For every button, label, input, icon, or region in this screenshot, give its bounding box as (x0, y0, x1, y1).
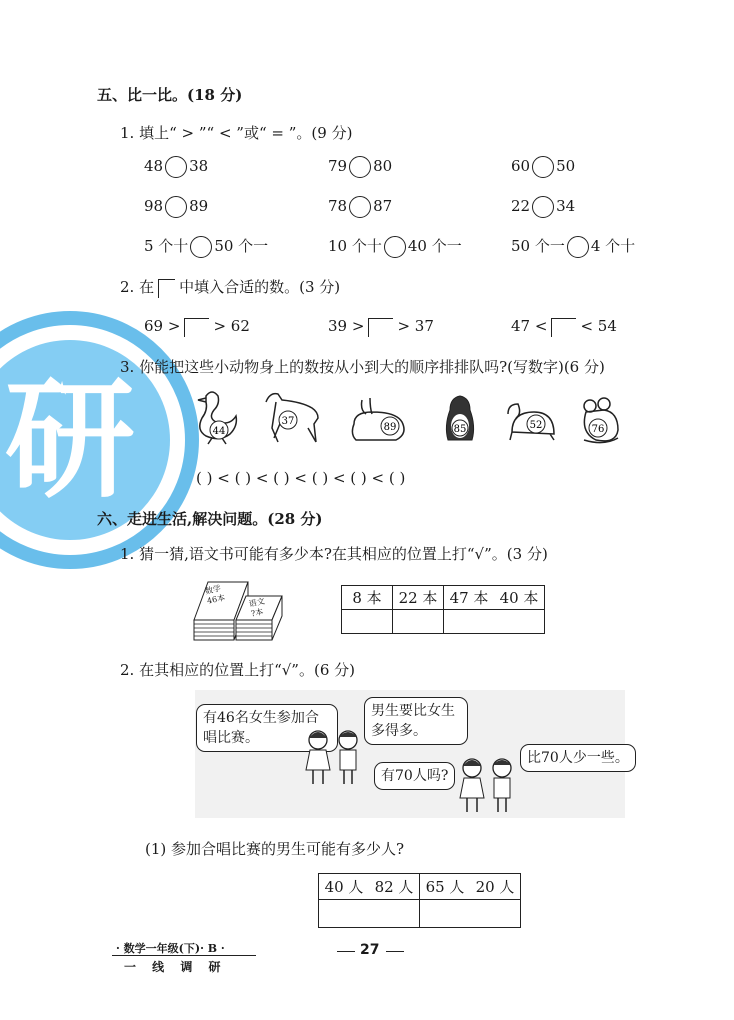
compare-item: 79 80 (328, 156, 392, 178)
answer-circle[interactable] (349, 196, 371, 218)
answer-circle[interactable] (165, 196, 187, 218)
watermark-stamp (0, 310, 200, 570)
rabbit-icon (348, 394, 412, 446)
fill-item: 47 < < 54 (511, 317, 617, 335)
speech-bubble: 有70人吗? (374, 762, 455, 790)
section6-title: 六、走进生活,解决问题。(28 分) (97, 510, 323, 528)
page-dash-right (386, 951, 404, 952)
answer-bracket[interactable] (368, 318, 393, 337)
footer-series: 一 线 调 研 (124, 960, 227, 974)
fill-item: 69 > > 62 (144, 317, 250, 335)
option-cell: 82 人 (369, 874, 420, 900)
answer-cell[interactable] (444, 610, 495, 634)
q3-prompt: 3. 你能把这些小动物身上的数按从小到大的顺序排排队吗?(写数字)(6 分) (120, 358, 605, 376)
speech-bubble: 男生要比女生多得多。 (364, 697, 468, 745)
answer-circle[interactable] (384, 236, 406, 258)
answer-circle[interactable] (349, 156, 371, 178)
book-chinese-label: 语文 ?本 (248, 596, 266, 619)
footer-book: · 数学一年级(下)· B · (116, 942, 225, 955)
q2-prompt: 2. 在 中填入合适的数。(3 分) (120, 278, 341, 296)
answer-cell[interactable] (420, 900, 521, 928)
book-math-label: 数学 46本 (204, 583, 226, 606)
answer-bracket[interactable] (551, 318, 576, 337)
option-cell: 47 本 (444, 586, 495, 610)
animal-number: 89 (383, 422, 397, 433)
animal-number: 85 (453, 424, 467, 435)
compare-item: 50 个一 4 个十 (511, 235, 635, 258)
answer-circle[interactable] (532, 156, 554, 178)
option-cell: 20 人 (470, 874, 521, 900)
option-cell: 65 人 (420, 874, 471, 900)
compare-item: 48 38 (144, 156, 208, 178)
animal-number: 37 (281, 416, 295, 427)
goose-icon (192, 388, 244, 446)
books-options-table (341, 585, 545, 634)
compare-item: 78 87 (328, 196, 392, 218)
children-pair-icon (456, 756, 522, 818)
watermark-char: 研 (4, 364, 136, 516)
blank-bracket-icon (158, 279, 175, 298)
order-line[interactable]: ( ) < ( ) < ( ) < ( ) < ( ) < ( ) (196, 469, 406, 487)
compare-item: 5 个十 50 个一 (144, 235, 268, 258)
compare-item: 22 34 (511, 196, 575, 218)
section5-title: 五、比一比。(18 分) (97, 86, 243, 104)
option-cell: 40 人 (319, 874, 370, 900)
turtle-icon (502, 398, 556, 444)
answer-cell[interactable] (393, 610, 444, 634)
page-number: 27 (360, 942, 380, 958)
s6-q2-sub1: (1) 参加合唱比赛的男生可能有多少人? (145, 840, 405, 858)
animal-number: 52 (529, 420, 543, 431)
animal-number: 76 (591, 424, 605, 435)
answer-cell[interactable] (342, 610, 393, 634)
answer-circle[interactable] (567, 236, 589, 258)
answer-circle[interactable] (165, 156, 187, 178)
q1-prompt: 1. 填上“ > ”“ < ”或“ = ”。(9 分) (120, 124, 353, 142)
children-pair-icon (300, 728, 370, 790)
answer-bracket[interactable] (184, 318, 209, 337)
answer-cell[interactable] (319, 900, 420, 928)
footer-divider (112, 955, 256, 956)
option-cell: 22 本 (393, 586, 444, 610)
boys-options-table (318, 873, 521, 928)
speech-bubble: 有46名女生参加合唱比赛。 (196, 704, 338, 752)
option-cell: 40 本 (494, 586, 545, 610)
mouse-icon (578, 396, 622, 446)
answer-circle[interactable] (190, 236, 212, 258)
s6-q1-prompt: 1. 猜一猜,语文书可能有多少本?在其相应的位置上打“√”。(3 分) (120, 545, 548, 563)
fill-item: 39 > > 37 (328, 317, 434, 335)
compare-item: 10 个十 40 个一 (328, 235, 462, 258)
option-cell: 8 本 (342, 586, 393, 610)
horse-icon (258, 388, 324, 448)
page-dash-left (337, 951, 355, 952)
answer-cell[interactable] (494, 610, 545, 634)
penguin-icon (440, 392, 480, 448)
animal-number: 44 (212, 426, 226, 437)
speech-bubble: 比70人少一些。 (520, 744, 636, 772)
s6-q2-prompt: 2. 在其相应的位置上打“√”。(6 分) (120, 661, 355, 679)
answer-circle[interactable] (532, 196, 554, 218)
compare-item: 60 50 (511, 156, 575, 178)
compare-item: 98 89 (144, 196, 208, 218)
